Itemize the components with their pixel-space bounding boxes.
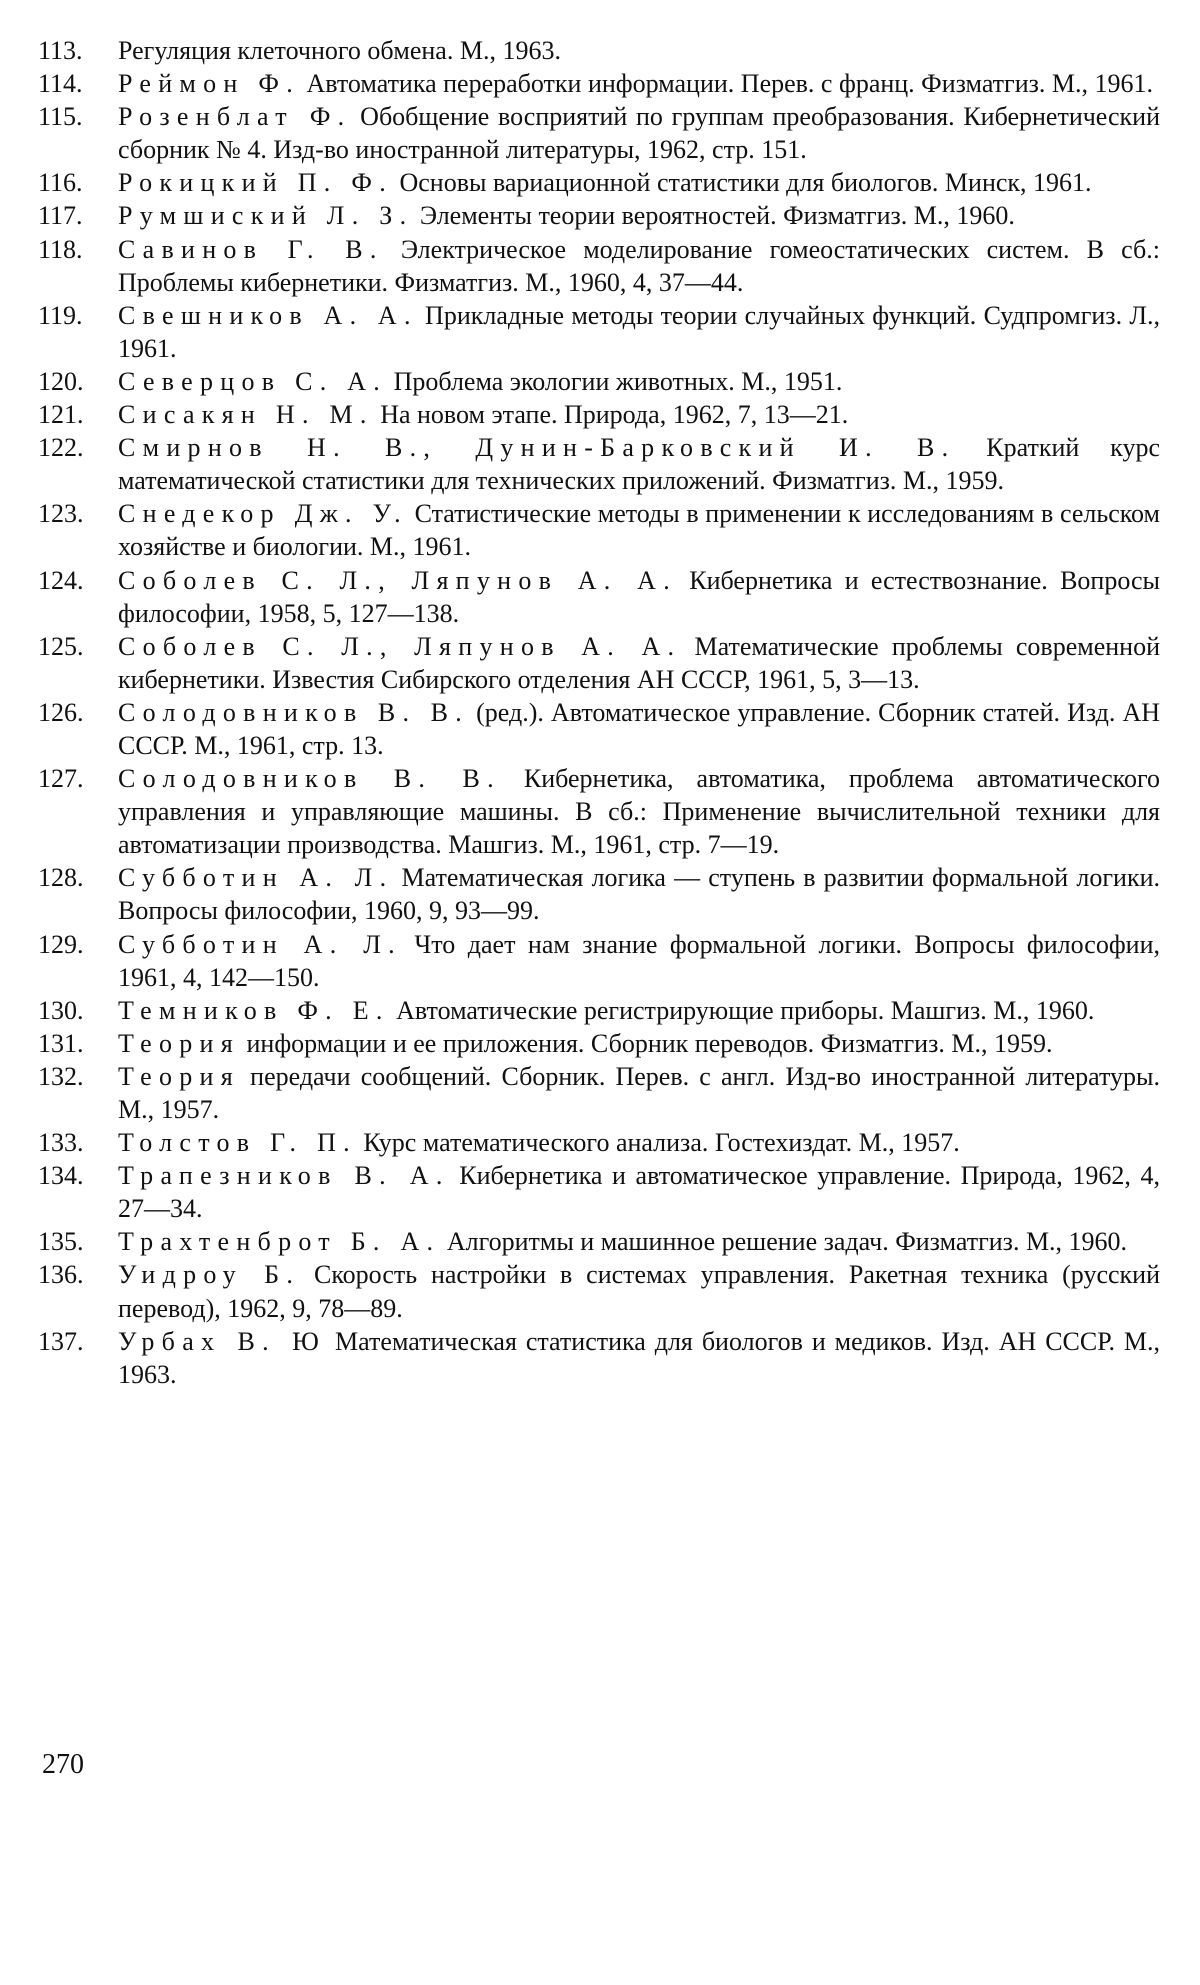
reference-entry <box>38 1060 1160 1126</box>
reference-text: Курс математического анализа. Гостехиздат. М., 1957. <box>356 1128 960 1158</box>
reference-text: Элементы теории вероятностей. Физматгиз. М., 1960. <box>413 201 1015 231</box>
reference-entry <box>38 67 1160 100</box>
reference-author: Солодовников В. В. <box>118 764 501 794</box>
reference-number: 113. <box>38 36 83 65</box>
reference-list <box>38 34 1160 1391</box>
reference-entry <box>38 928 1160 994</box>
reference-author: Северцов С. А. <box>118 366 388 396</box>
reference-entry <box>38 398 1160 431</box>
reference-author: Румшиский Л. З. <box>118 201 414 231</box>
reference-entry <box>38 630 1160 696</box>
reference-number: 123. <box>38 499 84 529</box>
reference-entry <box>38 299 1160 365</box>
reference-author: Сисакян Н. М. <box>118 400 374 430</box>
reference-text: Кибернетика и естествознание. Вопросы философии, 1958, 5, 127—138. <box>118 565 1160 628</box>
reference-number: 124. <box>38 565 84 595</box>
reference-text: Что дает нам знание формальной логики. Вопросы философии, 1961, 4, 142—150. <box>118 929 1160 992</box>
reference-entry <box>38 696 1160 762</box>
reference-author: Уидроу Б. <box>118 1260 301 1290</box>
reference-author: Теория <box>118 1061 240 1091</box>
reference-text: Математическая статистика для биологов и медиков. Изд. АН СССР. М., 1963. <box>118 1326 1160 1389</box>
reference-text: Скорость настройки в системах управления. Ракетная техника (русский перевод), 1962, 9, 78—89. <box>118 1260 1160 1323</box>
reference-author: Смирнов Н. В., Дунин-Барковский И. В. <box>118 433 956 463</box>
reference-entry <box>38 1325 1160 1391</box>
reference-text: Электрическое моделирование гомеостатических систем. В сб.: Проблемы кибернетики. Физматгиз. М., 1960, 4, 37—44. <box>118 234 1160 297</box>
reference-text: информации и ее приложения. Сборник переводов. Физматгиз. М., 1959. <box>240 1028 1053 1058</box>
reference-entry <box>38 1126 1160 1159</box>
reference-author: Урбах В. Ю <box>118 1326 327 1356</box>
reference-author: Снедекор Дж. У. <box>118 499 408 529</box>
reference-entry <box>38 233 1160 299</box>
page-number: 270 <box>42 1749 84 1780</box>
reference-entry <box>38 1159 1160 1225</box>
reference-text: Проблема экологии животных. М., 1951. <box>387 366 843 396</box>
reference-number: 120. <box>38 366 84 396</box>
reference-number: 131. <box>38 1028 84 1058</box>
reference-text: Основы вариационной статистики для биологов. Минск, 1961. <box>392 168 1092 198</box>
reference-author: Субботин А. Л. <box>118 929 402 959</box>
reference-text: Прикладные методы теории случайных функций. Судпромгиз. Л., 1961. <box>118 300 1160 363</box>
reference-entry <box>38 994 1160 1027</box>
reference-number: 136. <box>38 1260 84 1290</box>
reference-entry <box>38 564 1160 630</box>
reference-author: Соболев С. Л., Ляпунов А. А. <box>118 631 682 661</box>
reference-number: 116. <box>38 168 83 198</box>
reference-text: Статистические методы в применении к исследованиям в сельском хозяйстве и биологии. М., 1961. <box>118 499 1160 562</box>
reference-number: 133. <box>38 1128 84 1158</box>
reference-text: На новом этапе. Природа, 1962, 7, 13—21. <box>373 400 849 430</box>
reference-number: 118. <box>38 234 83 264</box>
reference-text: Краткий курс математической статистики для технических приложений. Физматгиз. М., 1959. <box>118 433 1160 496</box>
reference-author: Соболев С. Л., Ляпунов А. А. <box>118 565 677 595</box>
reference-number: 127. <box>38 764 84 794</box>
reference-entry <box>38 199 1160 232</box>
reference-entry <box>38 861 1160 927</box>
reference-number: 135. <box>38 1227 84 1257</box>
reference-author: Толстов Г. П. <box>118 1128 357 1158</box>
reference-number: 122. <box>38 433 84 463</box>
reference-entry <box>38 166 1160 199</box>
reference-author: Темников Ф. Е. <box>118 995 390 1025</box>
reference-entry <box>38 1258 1160 1324</box>
reference-author: Рокицкий П. Ф. <box>118 168 393 198</box>
reference-number: 119. <box>38 300 83 330</box>
reference-author: Субботин А. Л. <box>118 863 394 893</box>
reference-text: Кибернетика, автоматика, проблема автоматического управления и управляющие машины. В сб.: Применение вычислительной техники для автоматизации производства. Машгиз. М., 1961, стр. 7—19. <box>118 764 1160 860</box>
reference-text: Кибернетика и автоматическое управление. Природа, 1962, 4, 27—34. <box>118 1161 1160 1224</box>
reference-number: 134. <box>38 1161 84 1191</box>
reference-number: 128. <box>38 863 84 893</box>
reference-author: Солодовников В. В. <box>118 697 470 727</box>
reference-number: 125. <box>38 631 84 661</box>
reference-text: Автоматические регистрирующие приборы. Машгиз. М., 1960. <box>389 995 1095 1025</box>
reference-number: 126. <box>38 697 84 727</box>
reference-text: Математическая логика — ступень в развитии формальной логики. Вопросы философии, 1960, 9, 93—99. <box>118 863 1160 926</box>
reference-text: Обобщение восприятий по группам преобразования. Кибернетический сборник № 4. Изд-во иностранной литературы, 1962, стр. 151. <box>118 102 1160 165</box>
reference-text: (ред.). Автоматическое управление. Сборник статей. Изд. АН СССР. М., 1961, стр. 13. <box>118 697 1160 760</box>
reference-text: Математические проблемы современной кибернетики. Известия Сибирского отделения АН СССР, 1961, 5, 3—13. <box>118 631 1160 694</box>
reference-entry <box>38 431 1160 497</box>
reference-number: 130. <box>38 995 84 1025</box>
reference-author: Трахтенброт Б. А. <box>118 1227 441 1257</box>
reference-number: 114. <box>38 69 83 99</box>
reference-number: 129. <box>38 929 84 959</box>
reference-number: 117. <box>38 201 83 231</box>
reference-number: 121. <box>38 400 84 430</box>
reference-entry <box>38 762 1160 861</box>
reference-entry <box>38 497 1160 563</box>
reference-entry <box>38 34 1160 67</box>
reference-entry <box>38 100 1160 166</box>
reference-author: Свешников А. А. <box>118 300 418 330</box>
reference-text: Автоматика переработки информации. Перев. с франц. Физматгиз. М., 1961. <box>300 69 1154 99</box>
reference-author: Реймон Ф. <box>118 69 300 99</box>
reference-text: передачи сообщений. Сборник. Перев. с англ. Изд-во иностранной литературы. М., 1957. <box>118 1061 1160 1124</box>
reference-author: Теория <box>118 1028 240 1058</box>
reference-author: Розенблат Ф. <box>118 102 352 132</box>
reference-author: Трапезников В. А. <box>118 1161 450 1191</box>
reference-entry <box>38 1225 1160 1258</box>
reference-entry <box>38 1027 1160 1060</box>
reference-entry <box>38 365 1160 398</box>
reference-number: 132. <box>38 1061 84 1091</box>
reference-text: Регуляция клеточного обмена. М., 1963. <box>118 36 561 65</box>
reference-text: Алгоритмы и машинное решение задач. Физматгиз. М., 1960. <box>440 1227 1128 1257</box>
reference-author: Савинов Г. В. <box>118 234 384 264</box>
reference-number: 115. <box>38 102 83 132</box>
reference-number: 137. <box>38 1326 84 1356</box>
